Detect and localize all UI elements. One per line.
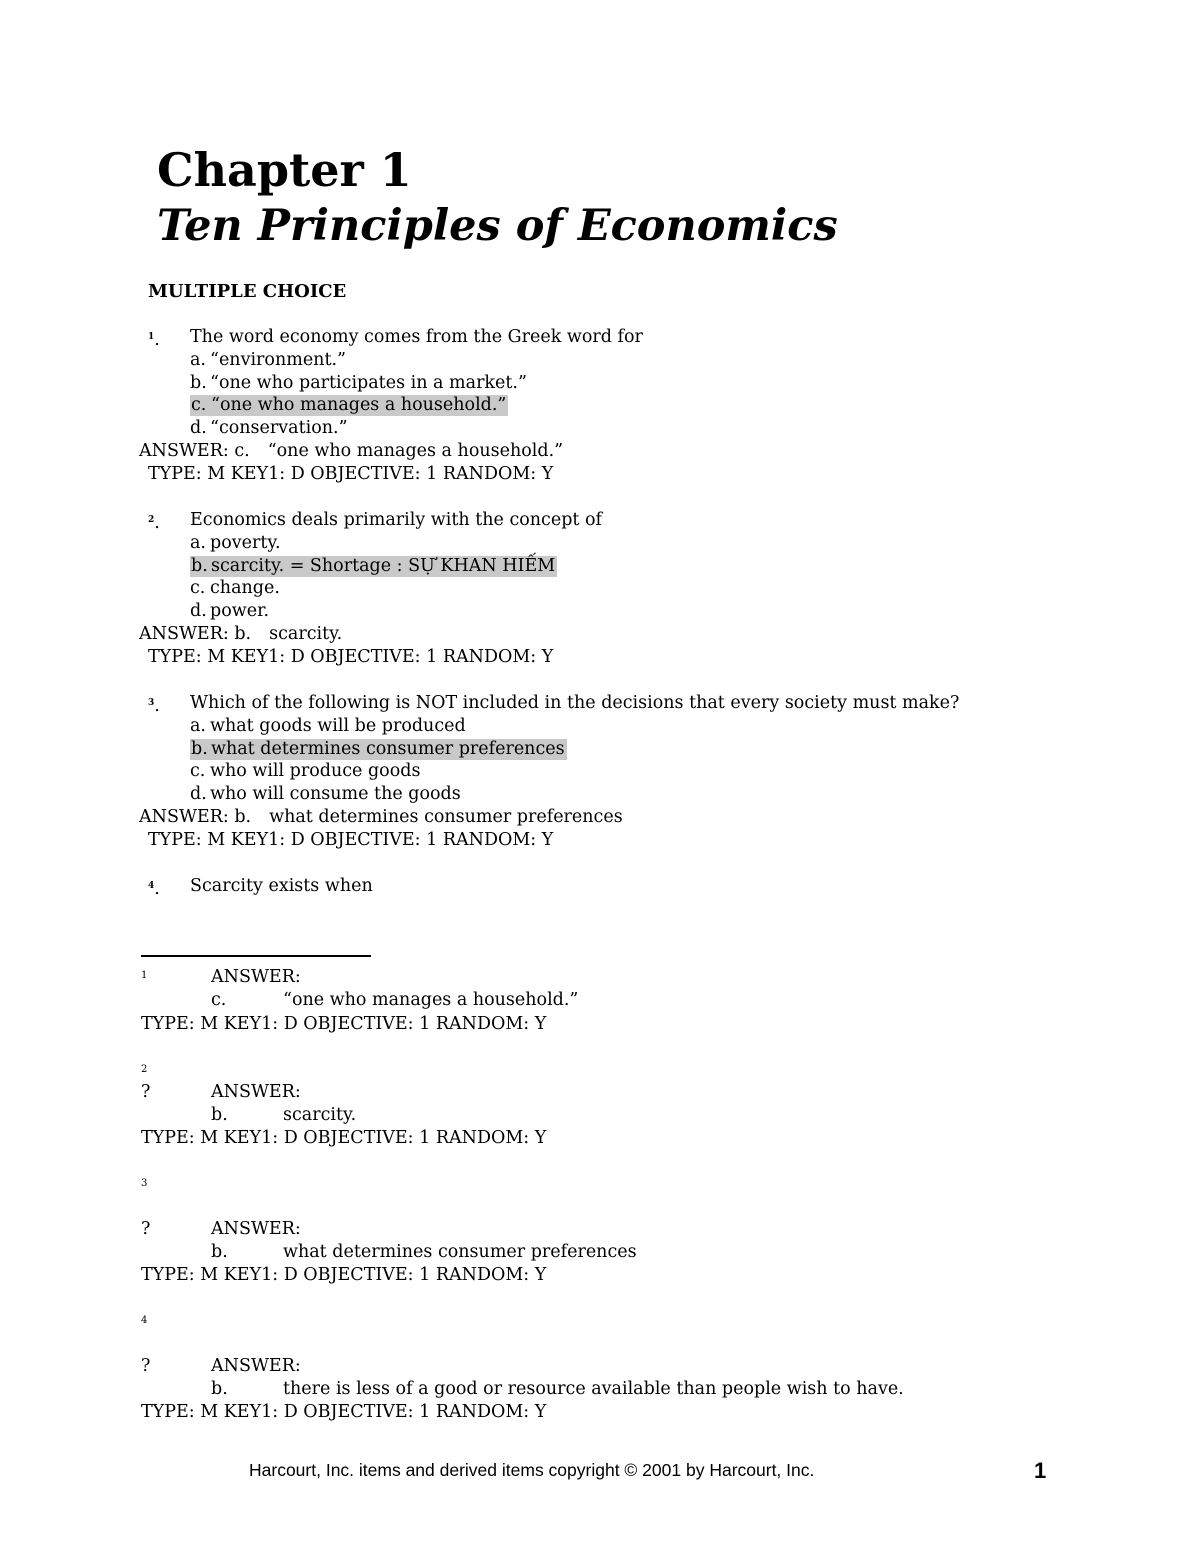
question-number: $^3$.: [148, 696, 160, 716]
option-c-highlighted: c. “one who manages a household.”: [191, 395, 507, 416]
option-b-highlighted: b. what determines consumer preferences: [191, 738, 565, 759]
footnote-separator: [141, 955, 371, 957]
option-c: c. who will produce goods: [190, 761, 421, 782]
option-d: d. “conservation.”: [190, 418, 348, 439]
document-page: Chapter 1 Ten Principles of Economics MULTIPLE CHOICE $^1$. The word economy comes from the Greek word for a. “environment.” b. “one who participates in a market.” c. “one who manages a household.” d. “conservation.” ANSWER: c. “one who manages a household.” TYPE: M KEY1: D OBJECTIVE: 1 RANDOM: Y $^2$. Economics deals primarily with the concept of a. poverty. b. scarcity. = Shortage : SỰ KHAN HIẾM c. change. d. power. ANSWER: b. scarcity. TYPE: M KEY1: D OBJECTIVE: 1 RANDOM: Y $^3$. Which of the following is NOT included in the decisions that every society must make? a. what goods will be produced b. what determines consumer preferences c. who will produce goods d. who will consume the goods ANSWER: b. what determines consumer preferences TYPE: M KEY1: D OBJECTIVE: 1 RANDOM: Y $^4$. Scarcity exists when 1 ANSWER: c. “one who manages a household.” TYPE: M KEY1: D OBJECTIVE: 1 RANDOM: Y 2 ? ANSWER: b. scarcity. TYPE: M KEY1: D OBJECTIVE: 1 RANDOM: Y 3 ? ANSWER: b. what determines consumer preferences TYPE: M KEY1: D OBJECTIVE: 1 RANDOM: Y 4 ? ANSWER: b. there is less of a good or resource available than people wish to have. TYPE: M KEY1: D OBJECTIVE: 1 RANDOM: Y Harcourt, Inc. items and derived items copyright © 2001 by Harcourt, Inc. 1: [0, 0, 1200, 1553]
option-b-highlighted: b. scarcity. = Shortage : SỰ KHAN HIẾM: [191, 555, 556, 576]
question-stem: Economics deals primarily with the concept of: [190, 510, 603, 530]
chapter-title: Chapter 1: [157, 143, 412, 197]
question-stem: The word economy comes from the Greek word for: [190, 327, 643, 347]
type-line: TYPE: M KEY1: D OBJECTIVE: 1 RANDOM: Y: [148, 829, 554, 850]
answer-line: ANSWER: b. what determines consumer preferences: [139, 806, 623, 827]
copyright-notice: Harcourt, Inc. items and derived items copyright © 2001 by Harcourt, Inc.: [249, 1460, 815, 1480]
answer-line: ANSWER: b. scarcity.: [139, 623, 343, 644]
option-a: a. what goods will be produced: [190, 715, 466, 736]
option-d: d. who will consume the goods: [190, 784, 461, 805]
option-c: c. change.: [190, 578, 280, 599]
page-footer: [0, 1458, 1200, 1488]
question-number: $^1$.: [148, 330, 160, 350]
question-stem: Scarcity exists when: [190, 876, 373, 896]
page-number: 1: [1034, 1458, 1047, 1483]
question-number: $^2$.: [148, 513, 160, 533]
chapter-subtitle: Ten Principles of Economics: [157, 201, 838, 251]
type-line: TYPE: M KEY1: D OBJECTIVE: 1 RANDOM: Y: [148, 646, 554, 667]
answer-line: ANSWER: c. “one who manages a household.”: [139, 440, 564, 461]
option-b: b. “one who participates in a market.”: [190, 372, 527, 393]
option-a: a. “environment.”: [190, 349, 346, 370]
option-d: d. power.: [190, 601, 270, 622]
type-line: TYPE: M KEY1: D OBJECTIVE: 1 RANDOM: Y: [148, 463, 554, 484]
option-a: a. poverty.: [190, 532, 281, 553]
question-stem: Which of the following is NOT included in the decisions that every society must make?: [190, 693, 960, 713]
section-heading: MULTIPLE CHOICE: [148, 281, 347, 302]
question-number: $^4$.: [148, 879, 160, 899]
